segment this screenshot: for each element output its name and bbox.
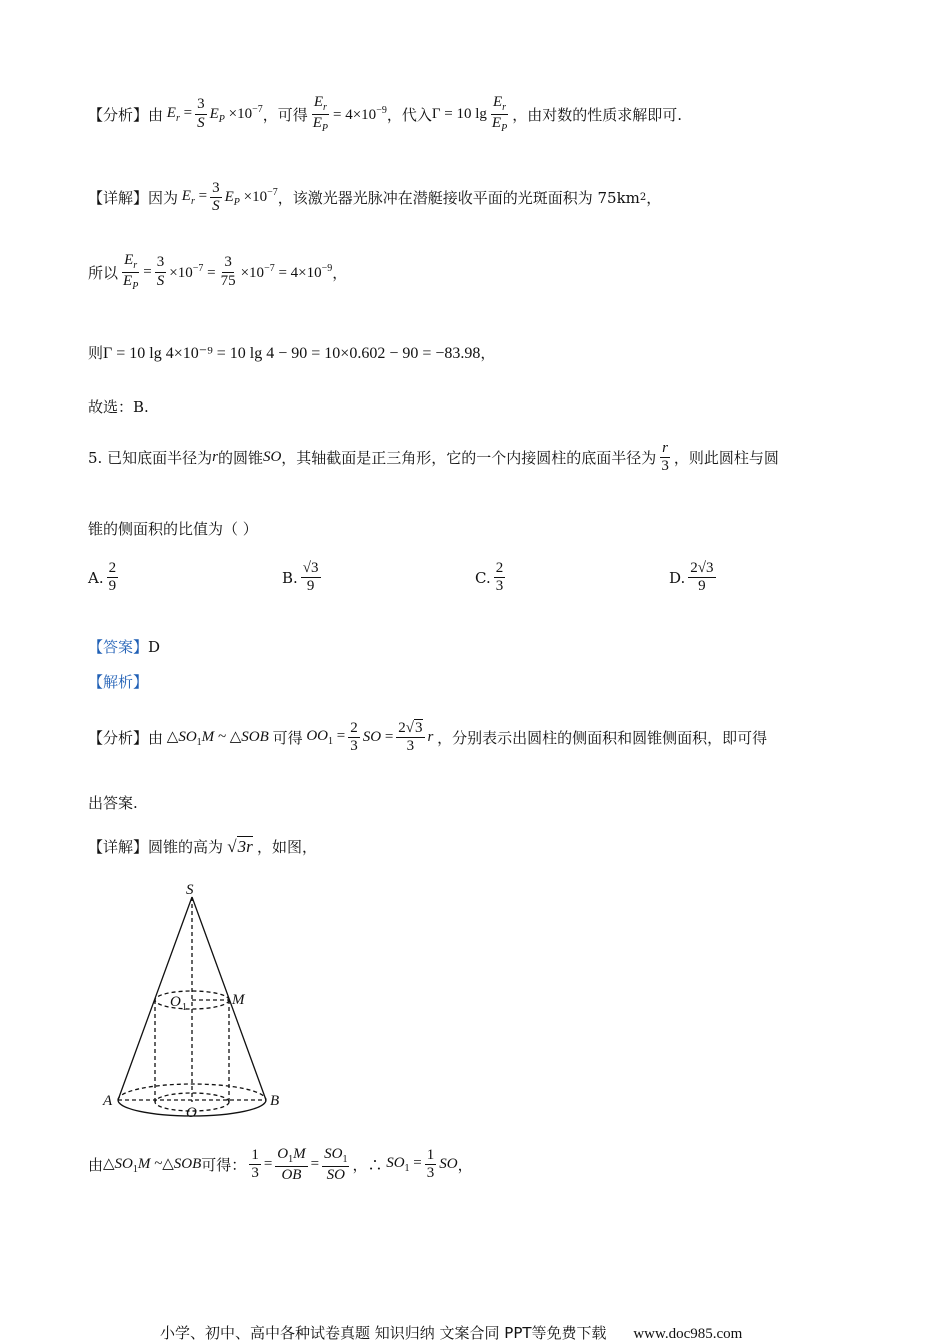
formula-ep: $E_P \times 10^{-7}$ (209, 103, 263, 125)
formula-gamma-result: Γ = 10 lg 4×10⁻⁹ = 10 lg 4 − 90 = 10×0.602 − 90 = −83.98 (103, 344, 481, 362)
formula-er: $E_r$ = (163, 104, 193, 124)
explanation-tag: 【解析】 (88, 673, 149, 691)
option-b (282, 560, 324, 596)
option-label: C. (475, 568, 491, 587)
formula-gamma: Γ = 10 lg (431, 105, 487, 122)
formula-similar-triangles: $\triangle SO_1M$ ~△SOB (103, 1156, 202, 1176)
text: 出答案. (88, 794, 138, 812)
label-o1: O (170, 994, 181, 1010)
option-label: D. (669, 568, 686, 587)
formula-oo1: $OO_1$ = (302, 728, 346, 748)
fraction-er-over-ep: $\frac{E_r}{E_P}$ (491, 94, 508, 134)
question-number: 5. 已知底面半径为 (88, 449, 213, 468)
fraction-1-over-3: $\frac{1}{3}$ (251, 1147, 259, 1182)
option-fraction: $\frac{2}{9}$ (108, 560, 117, 595)
option-label: B. (282, 568, 298, 587)
var-r: r (212, 449, 218, 466)
option-a (88, 560, 121, 596)
text: ， (646, 189, 662, 208)
text: ，则此圆柱与圆 (673, 449, 779, 468)
text: ，其轴截面是正三角形，它的一个内接圆柱的底面半径为 (281, 449, 657, 468)
detail-tag: 【详解】 (88, 189, 149, 208)
fraction-er-over-ep: $\frac{E_r}{E_P}$ (123, 252, 139, 292)
text: 锥的侧面积的比值为（ ） (88, 520, 258, 538)
analysis-paragraph-2: 【分析】 由 $\triangle SO_1M$ ~ △SOB 可得 $OO_1$ = $\frac{2}{3}$ SO = $\frac{2√3}{3}$ r ，分别表示出圆柱的侧面积和圆锥侧面积，即可得 (88, 720, 768, 755)
superscript: 2 (639, 192, 647, 204)
fraction-so1-over-so: $\frac{SO_1}{SO}$ (324, 1146, 348, 1183)
text: ，由对数的性质求解即可. (512, 105, 682, 124)
label-s: S (186, 882, 194, 898)
answer-line (88, 636, 160, 657)
label-m: M (232, 992, 245, 1008)
label-o: O (186, 1105, 197, 1120)
text: ，分别表示出圆柱的侧面积和圆锥侧面积，即可得 (437, 729, 768, 748)
var-so: SO (262, 449, 282, 466)
formula-er: $E_r$ = (178, 188, 208, 208)
detail-calc-line: 由 $\triangle SO_1M$ ~△SOB 可得： $\frac{1}{3}$ = $\frac{O_1M}{OB}$ = $\frac{SO_1}{SO}$ ，∴ $SO_1$ = $\frac{1}{3}$ SO ， (88, 1146, 473, 1183)
formula-sqrt3r: √3r (223, 836, 253, 856)
footer-text: 小学、初中、高中各种试卷真题 知识归纳 文案合同 PPT等免费下载 (160, 1324, 607, 1342)
fraction-r-over-3: $\frac{r}{3}$ (661, 440, 669, 475)
option-fraction: $\frac{√3}{9}$ (302, 560, 319, 595)
option-c (475, 560, 508, 596)
detail-paragraph-1 (88, 180, 661, 216)
formula-ep: $E_P \times 10^{-7}$ (224, 187, 278, 209)
text: ， (332, 263, 348, 282)
text: 的圆锥 (217, 449, 263, 468)
text: 故选：B. (88, 398, 149, 416)
text: 可得： (201, 1156, 247, 1175)
analysis-tag: 【分析】 (88, 105, 149, 124)
text: 则 (88, 344, 104, 362)
choice-line (88, 396, 149, 417)
formula-so1: $SO_1$ = (382, 1155, 422, 1175)
page-footer (160, 1322, 742, 1343)
question-5-line-1 (88, 440, 779, 476)
formula-value: = $4\times 10^{-9}$ (333, 104, 387, 123)
text: ， (480, 344, 496, 362)
footer-url[interactable]: www.doc985.com (633, 1326, 743, 1342)
calc-line-1: 所以 $\frac{E_r}{E_P}$ = $\frac{3}{S}$ $\times 10^{-7}$ = $\frac{3}{75}$ $\times 10^{-7} = 4\times 10^{-9}$ ， (88, 252, 348, 292)
fraction-o1m-over-ob: $\frac{O_1M}{OB}$ (277, 1146, 306, 1183)
text: ，如图， (257, 838, 318, 856)
text: 由 (88, 1156, 104, 1175)
fraction-2sqrt3-over-3: $\frac{2√3}{3}$ (398, 720, 423, 755)
option-fraction: $\frac{2√3}{9}$ (690, 560, 714, 595)
label-a: A (103, 1093, 113, 1109)
text: 圆锥的高为 (148, 838, 224, 856)
explanation-line (88, 671, 148, 692)
fraction-er-over-ep: $\frac{E_r}{E_P}$ (312, 94, 329, 134)
fraction-1-over-3: $\frac{1}{3}$ (426, 1147, 435, 1182)
analysis-paragraph-1 (88, 94, 682, 134)
text: 所以 (88, 263, 119, 282)
cone-cylinder-figure (98, 880, 298, 1120)
option-d (669, 560, 719, 596)
text: ，该激光器光脉冲在潜艇接收平面的光斑面积为 75km (277, 189, 640, 208)
option-fraction: $\frac{2}{3}$ (495, 560, 504, 595)
fraction-3-over-s: $\frac{3}{S}$ (156, 254, 165, 289)
detail-paragraph-2 (88, 836, 317, 857)
label-b: B (270, 1093, 280, 1109)
text: 由 (148, 729, 164, 748)
fraction-2-over-3: $\frac{2}{3}$ (350, 720, 358, 755)
question-5-line-2 (88, 518, 258, 539)
text: 因为 (148, 189, 179, 208)
text: 可得 (272, 729, 303, 748)
text: ，∴ (352, 1156, 383, 1175)
analysis-paragraph-2-cont (88, 792, 138, 813)
fraction-3-over-75: $\frac{3}{75}$ (220, 254, 236, 289)
analysis-tag: 【分析】 (88, 729, 149, 748)
option-label: A. (88, 568, 104, 587)
answer-tag: 【答案】 (88, 638, 149, 656)
text: ， (457, 1156, 473, 1175)
fraction-3-over-s: $\frac{3}{S}$ (197, 96, 205, 131)
calc-line-2 (88, 342, 495, 363)
formula-similar-triangles: $\triangle SO_1M$ ~ △SOB (163, 729, 273, 749)
text: ，代入 (386, 105, 432, 124)
label-o1-sub: 1 (182, 1002, 187, 1013)
text: 由 (148, 105, 164, 124)
fraction-3-over-s: $\frac{3}{S}$ (212, 180, 220, 215)
detail-tag: 【详解】 (88, 838, 149, 856)
text: ，可得 (262, 105, 308, 124)
answer-value: D (148, 637, 161, 656)
